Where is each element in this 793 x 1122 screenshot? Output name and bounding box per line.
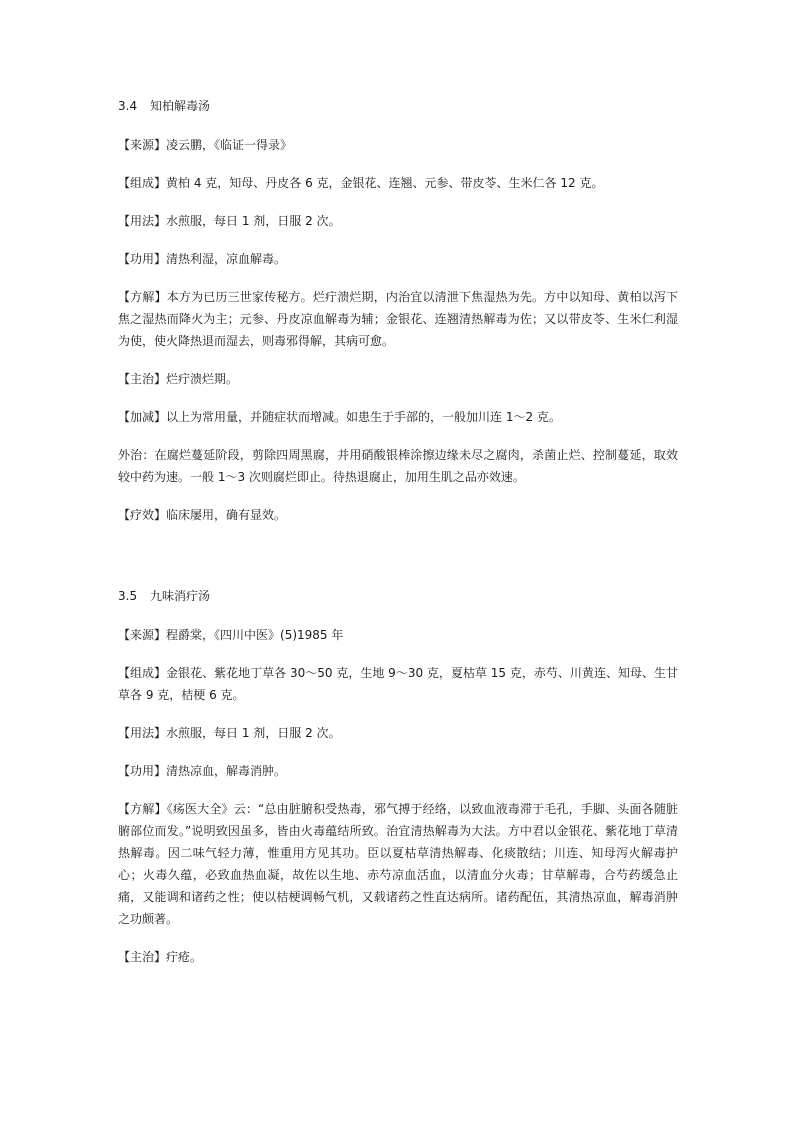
efficacy-label: 【疗效】 [118,508,167,522]
composition-text: 黄柏 4 克，知母、丹皮各 6 克，金银花、连翘、元参、带皮苓、生米仁各 12 克。 [166,176,604,190]
section-heading-3-4 [118,96,678,116]
efficacy-text: 临床屡用，确有显效。 [166,508,287,522]
function-text: 清热利湿，凉血解毒。 [166,252,287,266]
explanation-label: 【方解】 [118,802,167,816]
function-label: 【功用】 [118,764,167,778]
composition-paragraph [118,172,678,194]
explanation-label: 【方解】 [118,290,167,304]
source-paragraph [118,134,678,156]
usage-paragraph [118,210,678,232]
usage-text: 水煎服，每日 1 剂，日服 2 次。 [166,214,341,228]
explanation-paragraph [118,798,678,930]
function-label: 【功用】 [118,252,167,266]
section-heading-3-5 [118,586,678,606]
function-paragraph [118,248,678,270]
usage-text: 水煎服，每日 1 剂，日服 2 次。 [166,726,341,740]
section-spacer [118,542,678,586]
source-text: 凌云鹏，《临证一得录》 [166,138,293,152]
composition-label: 【组成】 [118,666,167,680]
section-number: 3.4 [118,99,138,113]
indication-paragraph [118,368,678,390]
source-label: 【来源】 [118,628,167,642]
source-label: 【来源】 [118,138,167,152]
composition-text: 金银花、紫花地丁草各 30～50 克，生地 9～30 克，夏枯草 15 克，赤芍、川黄连、知母、生甘草各 9 克，桔梗 6 克。 [118,666,678,702]
indication-label: 【主治】 [118,950,167,964]
indication-paragraph [118,946,678,968]
efficacy-paragraph [118,504,678,526]
source-text: 程爵棠，《四川中医》(5)1985 年 [166,628,344,642]
composition-paragraph [118,662,678,706]
function-paragraph [118,760,678,782]
usage-label: 【用法】 [118,726,167,740]
section-title: 知柏解毒汤 [150,99,211,113]
explanation-paragraph [118,286,678,352]
source-paragraph [118,624,678,646]
indication-label: 【主治】 [118,372,167,386]
explanation-text: 本方为已历三世家传秘方。烂疔溃烂期，内治宜以清泄下焦湿热为先。方中以知母、黄柏以泻下焦之湿热而降火为主；元参、丹皮凉血解毒为辅；金银花、连翘清热解毒为佐；又以带皮苓、生米仁利湿为使，使火降热退而湿去，则毒邪得解，其病可愈。 [118,290,678,348]
document-content [118,96,678,984]
function-text: 清热凉血，解毒消肿。 [166,764,287,778]
modification-label: 【加减】 [118,410,167,424]
explanation-text: 《疡医大全》云：“总由脏腑积受热毒，邪气搏于经络，以致血液毒滞于毛孔，手脚、头面各随脏腑部位而发。”说明致因虽多，皆由火毒蕴结所致。治宜清热解毒为大法。方中君以金银花、紫花地丁草清热解毒。因二味气轻力薄，惟重用方见其功。臣以夏枯草清热解毒、化痰散结；川连、知母泻火解毒护心；火毒久蕴，必致血热血凝，故佐以生地、赤芍凉血活血，以清血分火毒；甘草解毒，合芍药缓急止痛，又能调和诸药之性；使以桔梗调畅气机，又载诸药之性直达病所。诸药配伍，其清热凉血，解毒消肿之功颇著。 [118,802,678,926]
modification-paragraph [118,406,678,428]
external-treatment-text: 外治：在腐烂蔓延阶段，剪除四周黑腐，并用硝酸银棒涂擦边缘未尽之腐肉，杀菌止烂、控制蔓延，取效较中药为速。一般 1～3 次则腐烂即止。待热退腐止，加用生肌之品亦效速。 [118,448,678,484]
usage-label: 【用法】 [118,214,167,228]
usage-paragraph [118,722,678,744]
indication-text: 烂疔溃烂期。 [166,372,239,386]
indication-text: 疔疮。 [166,950,203,964]
section-number: 3.5 [118,589,138,603]
section-title: 九味消疔汤 [150,589,211,603]
modification-text: 以上为常用量，并随症状而增减。如患生于手部的，一般加川连 1～2 克。 [166,410,561,424]
composition-label: 【组成】 [118,176,167,190]
external-treatment-paragraph [118,444,678,488]
